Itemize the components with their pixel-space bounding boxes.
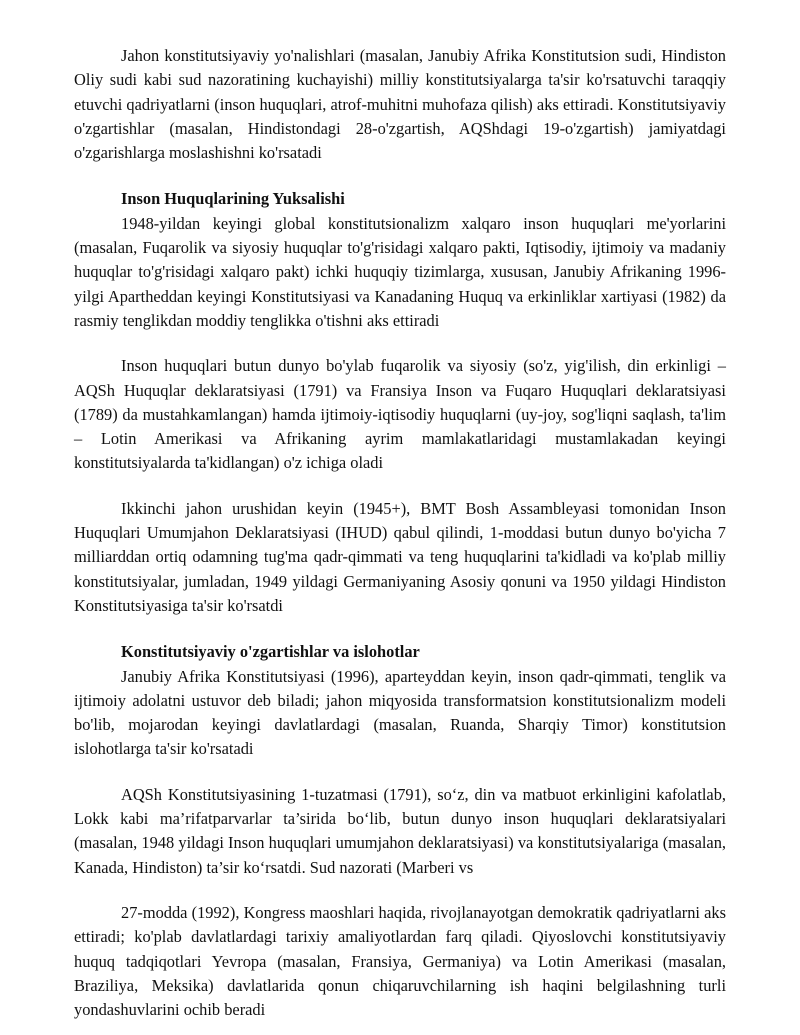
paragraph-global-constitutionalism: 1948-yildan keyingi global konstitutsionalizm xalqaro inson huquqlari me'yorlarini (masalan, Fuqarolik va siyosiy huquqlar to'g'risidagi xalqaro pakti, Iqtisodiy, ijtimoiy va madaniy huquqlar to'g'risidagi xalqaro pakt) ichki huquqiy tizimlarga, xususan, Janubiy Afrikaning 1996-yilgi Apartheddan keyingi Konstitutsiyasi va Kanadaning Huquq va erkinliklar xartiyasi (1982) da rasmiy tenglikdan moddiy tenglikka o'tishni aks ettiradi — [74, 213, 726, 330]
spacer — [74, 165, 726, 187]
spacer — [74, 476, 726, 497]
spacer — [74, 762, 726, 783]
paragraph-human-rights-types: Inson huquqlari butun dunyo bo'ylab fuqarolik va siyosiy (so'z, yig'ilish, din erkinligi – AQSh Huquqlar deklaratsiyasi (1791) va Fransiya Inson va Fuqaro Huquqlari deklaratsiyasi (1789) da mustahkamlangan) hamda ijtimoiy-iqtisodiy huquqlarni (uy-joy, sog'liqni saqlash, ta'lim – Lotin Amerikasi va Afrikaning ayrim mamlakatlaridagi mustamlakadan keyingi konstitutsiyalarda ta'kidlangan) o'z ichiga oladi — [74, 356, 726, 473]
document-page — [74, 44, 726, 1022]
intro-paragraph: Jahon konstitutsiyaviy yo'nalishlari (masalan, Janubiy Afrika Konstitutsion sudi, Hindiston Oliy sudi kabi sud nazoratining kuchayishi) milliy konstitutsiyalarga ta'sir ko'rsatuvchi taraqqiy etuvchi qadriyatlarni (inson huquqlari, atrof-muhitni muhofaza qilish) aks ettiradi. Konstitutsiyaviy o'zgartishlar (masalan, Hindistondagi 28-o'zgartish, AQShdagi 19-o'zgartish) jamiyatdagi o'zgarishlarga moslashishni ko'rsatadi — [74, 46, 726, 163]
paragraph-first-amendment: AQSh Konstitutsiyasining 1-tuzatmasi (1791), so‘z, din va matbuot erkinligini kafolatlab, Lokk kabi ma’rifatparvarlar ta’sirida bo‘lib, butun dunyo inson huquqlari deklaratsiyalari (masalan, 1948 yildagi Inson huquqlari umumjahon deklaratsiyasi) va konstitutsiyalariga (masalan, Kanada, Hindiston) ta’sir ko‘rsatdi. Sud nazorati (Marberi vs — [74, 784, 726, 877]
spacer — [74, 880, 726, 901]
section-heading-human-rights: Inson Huquqlarining Yuksalishi — [121, 189, 345, 209]
paragraph-27th-amendment: 27-modda (1992), Kongress maoshlari haqida, rivojlanayotgan demokratik qadriyatlarni aks ettiradi; ko'plab davlatlardagi tarixiy amaliyotlardan farq qiladi. Qiyoslovchi konstitutsiyaviy huquq tadqiqotlari Yevropa (masalan, Fransiya, Germaniya) va Lotin Amerikasi (masalan, Braziliya, Meksika) davlatlarida qonun chiqaruvchilarning ish haqini belgilashning turli yondashuvlarini ochib beradi — [74, 902, 726, 1020]
spacer — [74, 333, 726, 354]
paragraph-udhr: Ikkinchi jahon urushidan keyin (1945+), BMT Bosh Assambleyasi tomonidan Inson Huquqlari Umumjahon Deklaratsiyasi (IHUD) qabul qilindi, 1-moddasi butun dunyo bo'yicha 7 milliarddan ortiq odamning tug'ma qadr-qimmati va teng huquqlarini ta'kidladi va ko'plab milliy konstitutsiyalar, jumladan, 1949 yildagi Germaniyaning Asosiy qonuni va 1950 yildagi Hindiston Konstitutsiyasiga ta'sir ko'rsatdi — [74, 498, 726, 615]
section-heading-amendments-reforms: Konstitutsiyaviy o'zgartishlar va islohotlar — [121, 642, 420, 662]
paragraph-south-africa-constitution: Janubiy Afrika Konstitutsiyasi (1996), aparteyddan keyin, inson qadr-qimmati, tenglik va ijtimoiy adolatni ustuvor deb biladi; jahon miqyosida transformatsion konstitutsionalizm modeli bo'lib, mojarodan keyingi davlatlardagi (masalan, Ruanda, Sharqiy Timor) konstitutsion islohotlarga ta'sir ko'rsatadi — [74, 666, 726, 759]
spacer — [74, 618, 726, 640]
